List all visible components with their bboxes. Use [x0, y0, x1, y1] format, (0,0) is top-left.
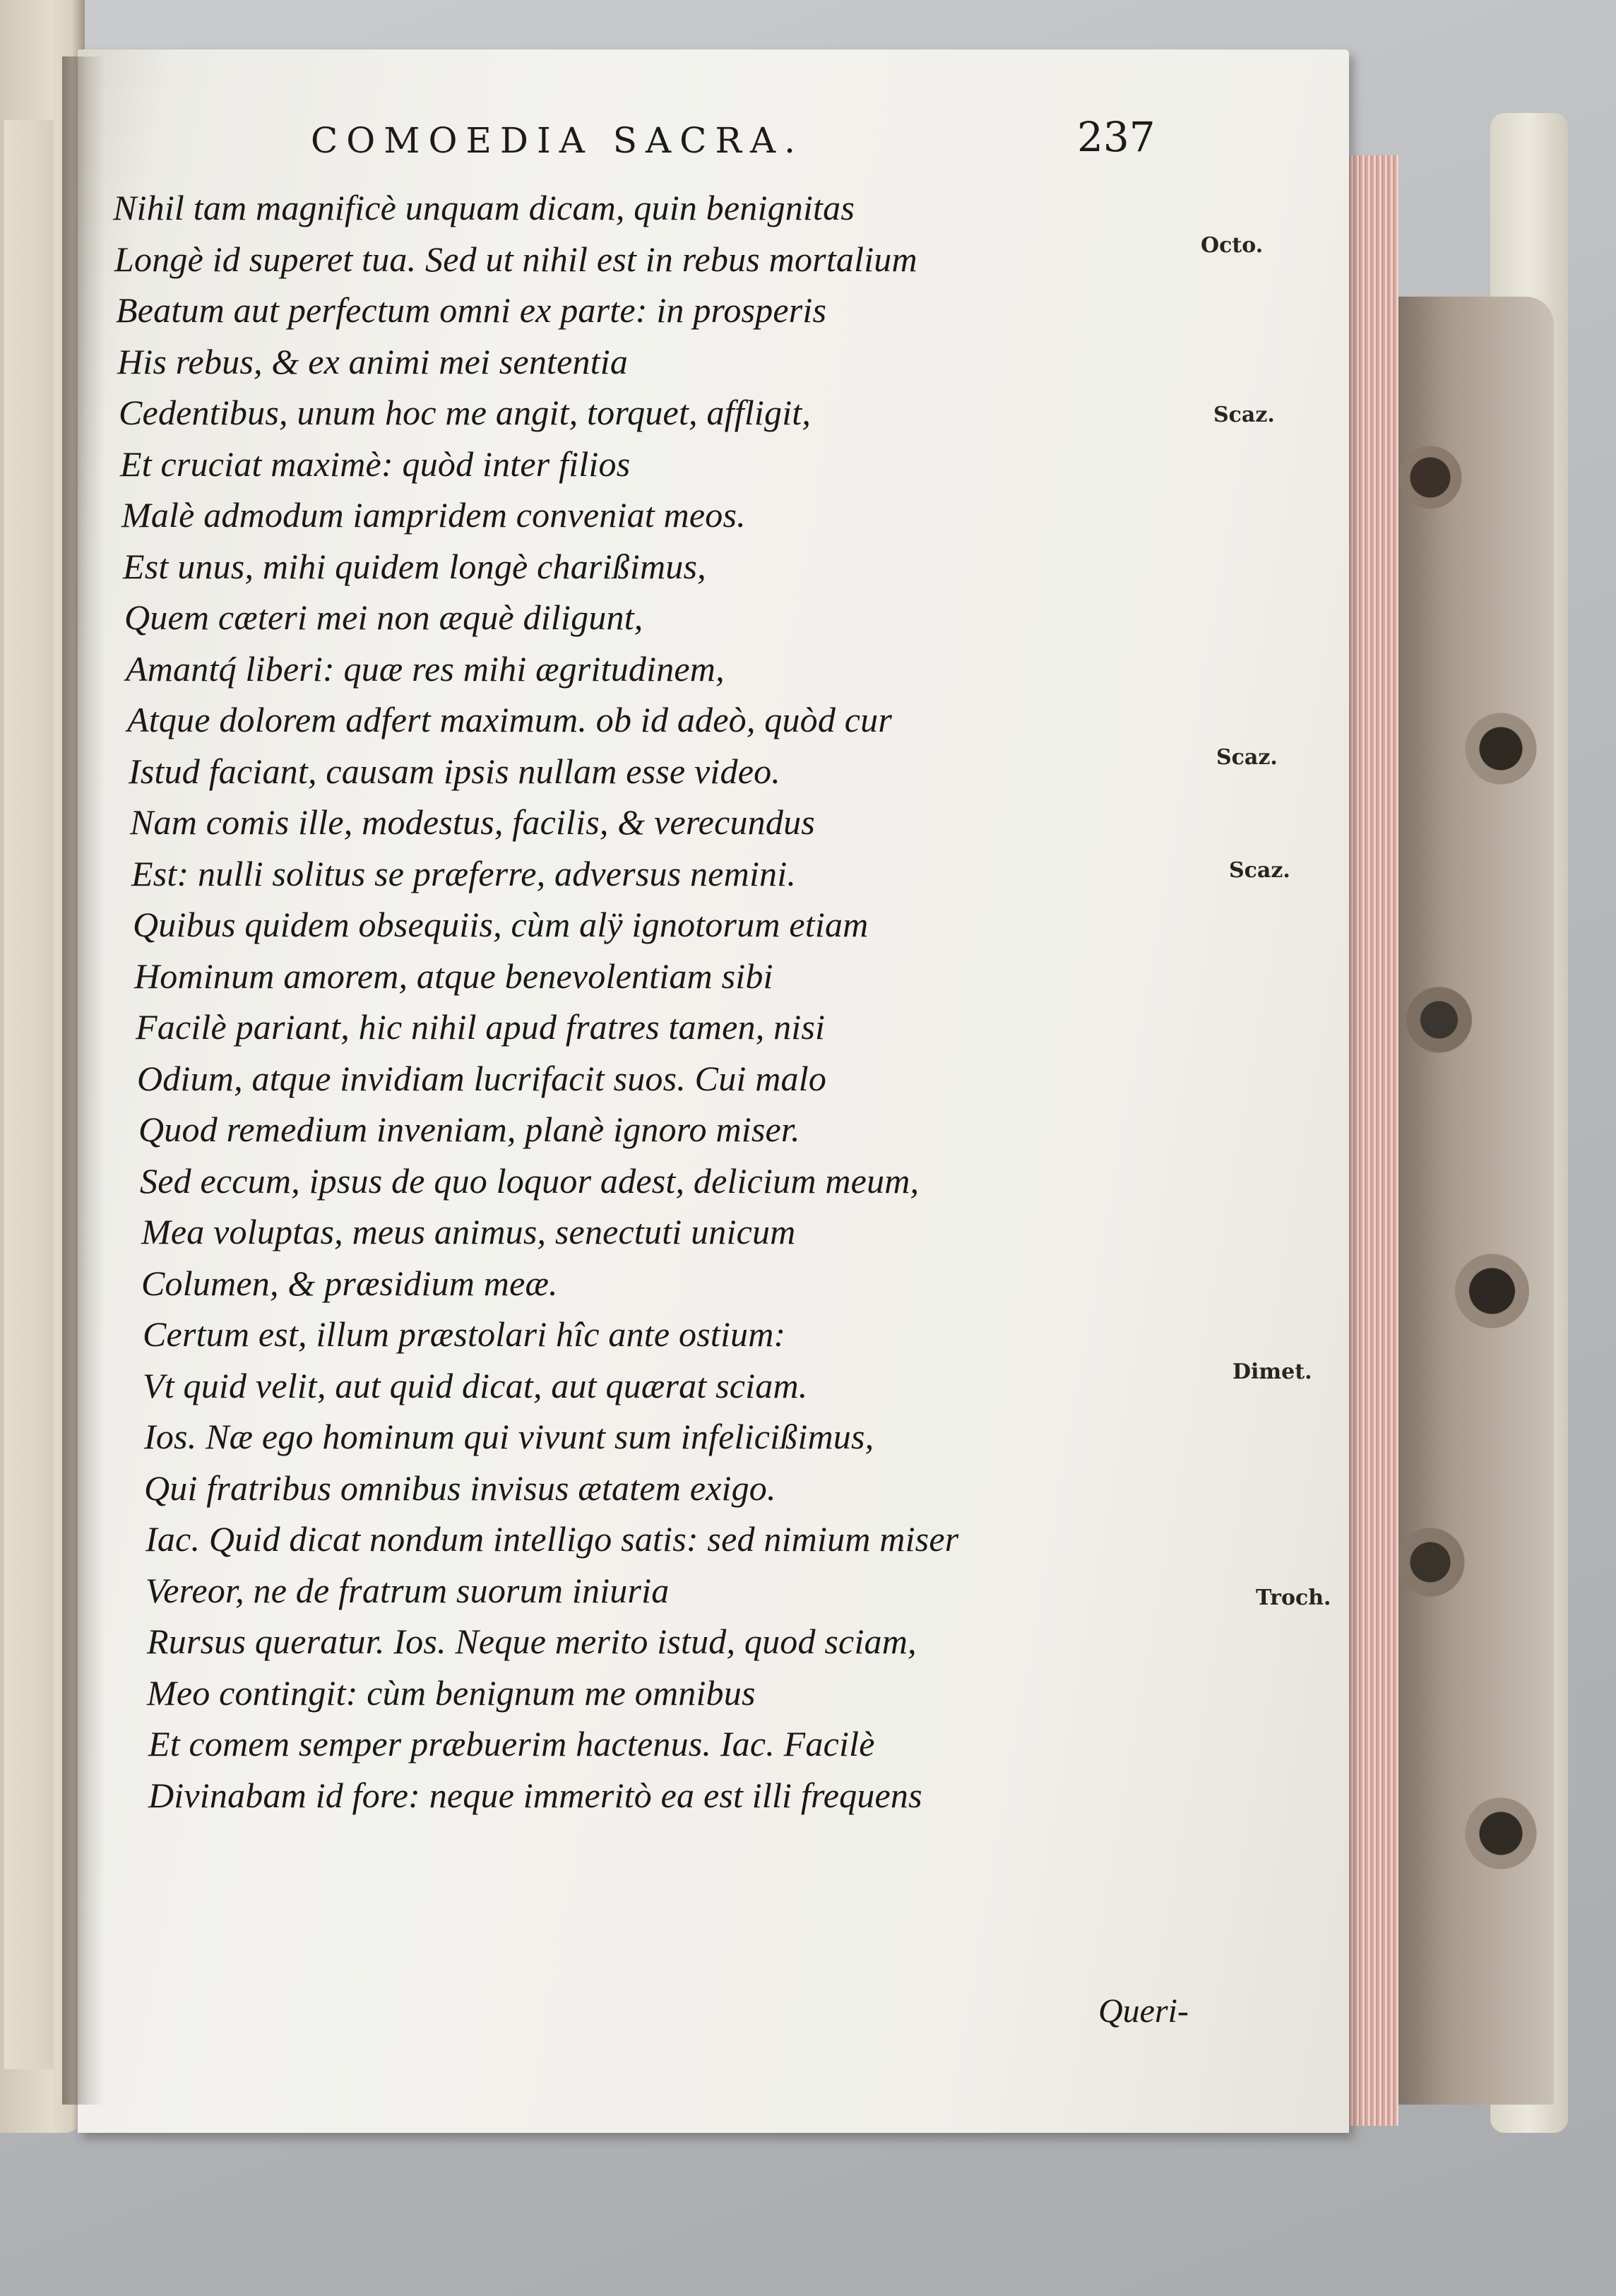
- verse-line: Columen, & præsidium meæ.: [141, 1263, 558, 1303]
- gutter-shadow: [62, 56, 105, 2105]
- verse-line: Odium, atque invidiam lucrifacit suos. Cui malo: [137, 1058, 827, 1098]
- verse-line: Est unus, mihi quidem longè charißimus,: [123, 546, 706, 586]
- verse-text-block: [113, 182, 1215, 1821]
- page-number: 237: [1077, 113, 1155, 161]
- verse-line: Iac. Quid dicat nondum intelligo satis: sed nimium miser: [145, 1519, 959, 1559]
- meter-note-scaz: Scaz.: [1216, 745, 1278, 770]
- verse-line: Sed eccum, ipsus de quo loquor adest, delicium meum,: [140, 1160, 920, 1201]
- verse-line: Quem cæteri mei non æquè diligunt,: [124, 597, 643, 637]
- meter-note-troch: Troch.: [1256, 1586, 1331, 1610]
- verse-line: Quibus quidem obsequiis, cùm alÿ ignotorum etiam: [133, 905, 869, 944]
- verse-line: Ios. Næ ego hominum qui vivunt sum infelicißimus,: [144, 1417, 874, 1456]
- verse-line: Divinabam id fore: neque immeritò ea est illi frequens: [148, 1775, 922, 1815]
- running-head: COMOEDIA SACRA.: [311, 120, 804, 161]
- marbled-board: [1377, 297, 1554, 2105]
- verse-line: Atque dolorem adfert maximum. ob id adeò, quòd cur: [127, 700, 892, 739]
- verse-line: Beatum aut perfectum omni ex parte: in prosperis: [116, 290, 827, 330]
- verse-line: Meo contingit: cùm benignum me omnibus: [147, 1672, 756, 1713]
- verse-line: His rebus, & ex animi mei sententia: [117, 341, 629, 381]
- verse-line: Quod remedium inveniam, planè ignoro miser.: [138, 1110, 800, 1149]
- page-edges: [1349, 155, 1398, 2126]
- verse-line: Et comem semper præbuerim hactenus. Iac. Facilè: [148, 1724, 875, 1763]
- verse-line: Hominum amorem, atque benevolentiam sibi: [134, 956, 773, 996]
- verse-line: Vereor, ne de fratrum suorum iniuria: [145, 1570, 670, 1610]
- meter-note-scaz: Scaz.: [1213, 403, 1275, 427]
- verse-line: Nam comis ille, modestus, facilis, & verecundus: [130, 802, 815, 842]
- verse-line: Cedentibus, unum hoc me angit, torquet, affligit,: [119, 393, 812, 432]
- catchword: Queri-: [1098, 1992, 1189, 2030]
- verse-line: Mea voluptas, meus animus, senectuti unicum: [141, 1212, 796, 1251]
- verse-line: Longè id superet tua. Sed ut nihil est in rebus mortalium: [114, 239, 917, 279]
- meter-note-scaz: Scaz.: [1229, 858, 1290, 883]
- verse-line: Facilè pariant, hic nihil apud fratres tamen, nisi: [136, 1007, 826, 1047]
- left-page-strip: [4, 120, 54, 2069]
- verse-line: Rursus queratur. Ios. Neque merito istud, quod sciam,: [147, 1622, 917, 1661]
- verse-line: Istud faciant, causam ipsis nullam esse video.: [129, 751, 780, 791]
- meter-note-octo: Octo.: [1201, 233, 1264, 258]
- verse-line: Est: nulli solitus se præferre, adversus nemini.: [131, 853, 797, 893]
- verse-line: Vt quid velit, aut quid dicat, aut quærat sciam.: [143, 1365, 808, 1405]
- verse-line: Et cruciat maximè: quòd inter filios: [120, 444, 631, 484]
- verse-line: Certum est, illum præstolari hîc ante ostium:: [143, 1314, 786, 1354]
- meter-note-dimet: Dimet.: [1232, 1360, 1312, 1384]
- verse-line: Nihil tam magnificè unquam dicam, quin benignitas: [113, 188, 855, 227]
- verse-line: Malè admodum iampridem conveniat meos.: [121, 495, 746, 535]
- verse-line: Qui fratribus omnibus invisus ætatem exigo.: [144, 1468, 776, 1508]
- verse-line: Amantq́ liberi: quæ res mihi ægritudinem,: [126, 648, 725, 689]
